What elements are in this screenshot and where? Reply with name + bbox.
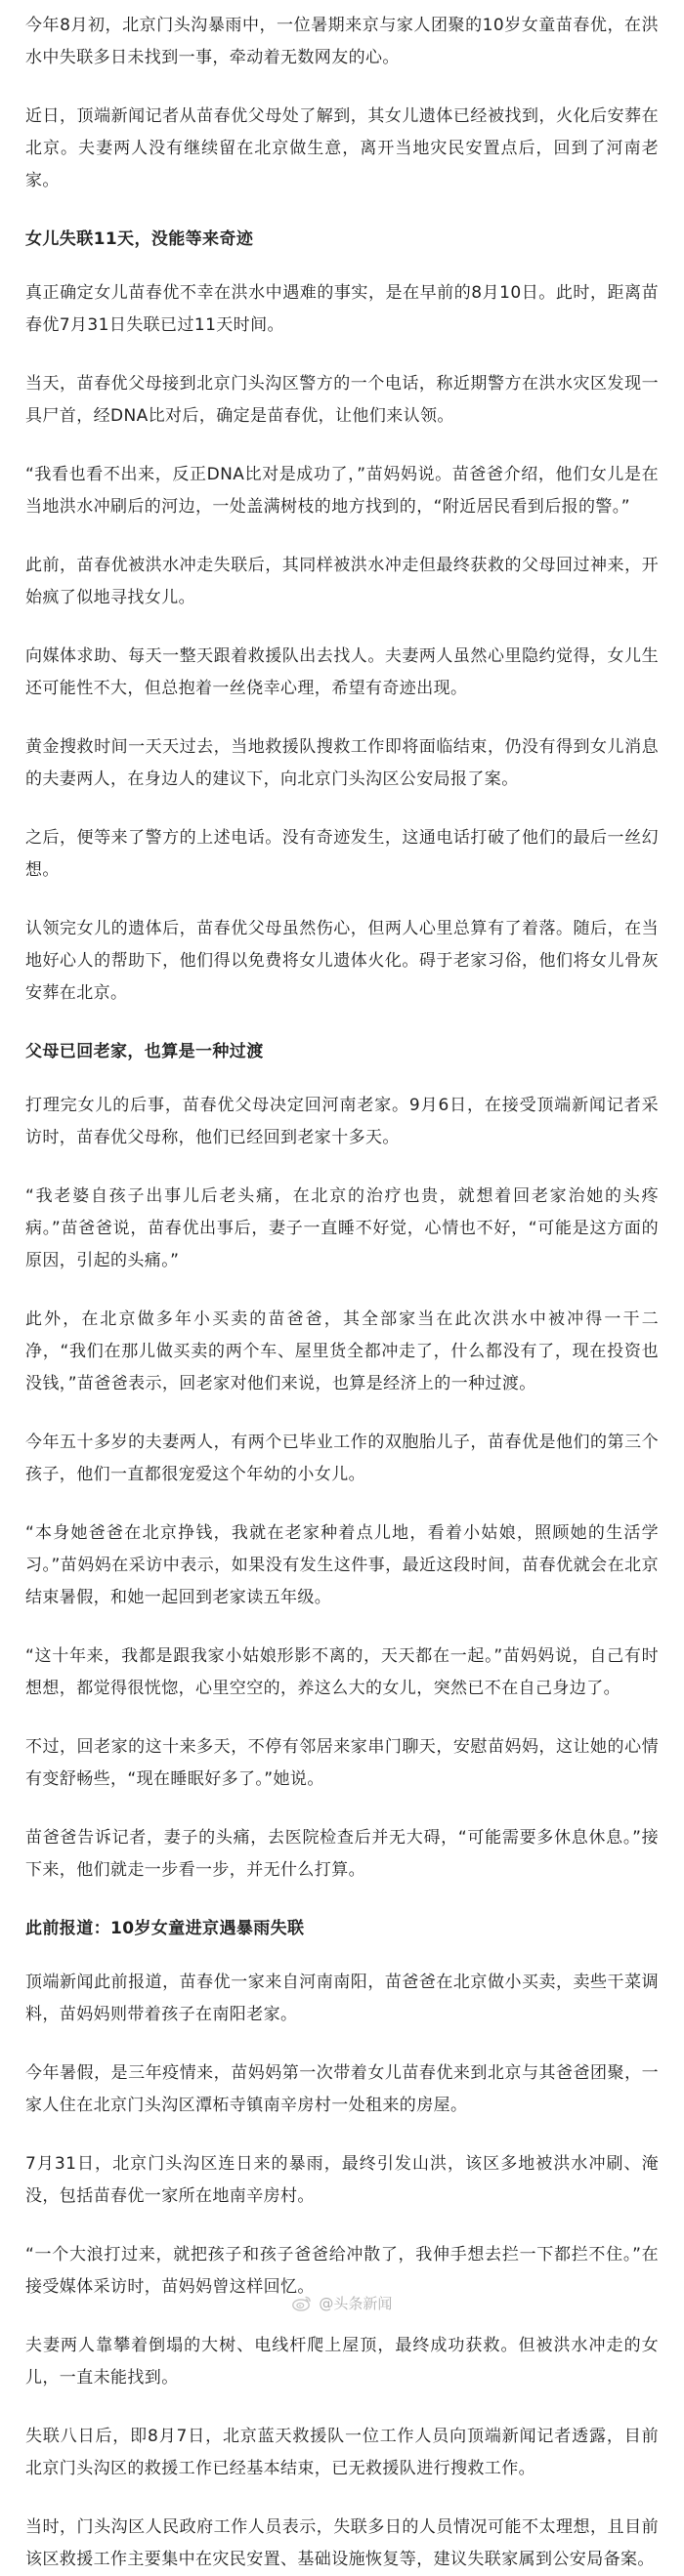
paragraph: “本身她爸爸在北京挣钱，我就在老家种着点儿地，看着小姑娘，照顾她的生活学习。”苗妈妈在采访中表示，如果没有发生这件事，最近这段时间，苗春优就会在北京结束暑假，和她一起回到老家读五年级。 bbox=[25, 1523, 659, 1607]
paragraph: “我老婆自孩子出事儿后老头痛，在北京的治疗也贵，就想着回老家治她的头疼病。”苗爸爸说，苗春优出事后，妻子一直睡不好觉，心情也不好，“可能是这方面的原因，引起的头痛。” bbox=[25, 1186, 659, 1270]
paragraph: 真正确定女儿苗春优不幸在洪水中遇难的事实，是在早前的8月10日。此时，距离苗春优7月31日失联已过11天时间。 bbox=[25, 283, 659, 335]
paragraph: 认领完女儿的遗体后，苗春优父母虽然伤心，但两人心里总算有了着落。随后，在当地好心人的帮助下，他们得以免费将女儿遗体火化。碍于老家习俗，他们将女儿骨灰安葬在北京。 bbox=[25, 919, 659, 1003]
paragraph: 今年8月初，北京门头沟暴雨中，一位暑期来京与家人团聚的10岁女童苗春优，在洪水中失联多日未找到一事，牵动着无数网友的心。 bbox=[25, 16, 659, 67]
weibo-logo-icon bbox=[292, 2295, 312, 2315]
paragraph: 失联八日后，即8月7日，北京蓝天救援队一位工作人员向顶端新闻记者透露，目前北京门头沟区的救援工作已经基本结束，已无救援队进行搜救工作。 bbox=[25, 2427, 659, 2478]
paragraph: 当时，门头沟区人民政府工作人员表示，失联多日的人员情况可能不太理想，且目前该区救援工作主要集中在灾民安置、基础设施恢复等，建议失联家属到公安局备案。 bbox=[25, 2517, 659, 2569]
paragraph: 向媒体求助、每天一整天跟着救援队出去找人。夫妻两人虽然心里隐约觉得，女儿生还可能性不大，但总抱着一丝侥幸心理，希望有奇迹出现。 bbox=[25, 646, 659, 698]
paragraph: 苗爸爸告诉记者，妻子的头痛，去医院检查后并无大碍，“可能需要多休息休息。”接下来，他们就走一步看一步，并无什么打算。 bbox=[25, 1828, 659, 1880]
paragraph: 今年五十多岁的夫妻两人，有两个已毕业工作的双胞胎儿子，苗春优是他们的第三个孩子，他们一直都很宠爱这个年幼的小女儿。 bbox=[25, 1433, 659, 1484]
paragraph: 不过，回老家的这十来多天，不停有邻居来家串门聊天，安慰苗妈妈，这让她的心情有变舒畅些，“现在睡眠好多了。”她说。 bbox=[25, 1737, 659, 1789]
section-heading: 此前报道：10岁女童进京遇暴雨失联 bbox=[25, 1919, 305, 1938]
paragraph: 打理完女儿的后事，苗春优父母决定回河南老家。9月6日，在接受顶端新闻记者采访时，苗春优父母称，他们已经回到老家十多天。 bbox=[25, 1096, 659, 1147]
paragraph: 此外，在北京做多年小买卖的苗爸爸，其全部家当在此次洪水中被冲得一干二净，“我们在那儿做买卖的两个车、屋里货全都冲走了，什么都没有了，现在投资也没钱，”苗爸爸表示，回老家对他们来说，也算是经济上的一种过渡。 bbox=[25, 1309, 659, 1393]
watermark-text: @头条新闻 bbox=[319, 2295, 393, 2312]
watermark bbox=[0, 2293, 684, 2315]
paragraph: 近日，顶端新闻记者从苗春优父母处了解到，其女儿遗体已经被找到，火化后安葬在北京。夫妻两人没有继续留在北京做生意，离开当地灾民安置点后，回到了河南老家。 bbox=[25, 106, 659, 190]
section-heading: 女儿失联11天，没能等来奇迹 bbox=[25, 229, 254, 249]
paragraph: 7月31日，北京门头沟区连日来的暴雨，最终引发山洪，该区多地被洪水冲刷、淹没，包括苗春优一家所在地南辛房村。 bbox=[25, 2154, 659, 2206]
paragraph: 之后，便等来了警方的上述电话。没有奇迹发生，这通电话打破了他们的最后一丝幻想。 bbox=[25, 828, 659, 880]
paragraph: 夫妻两人靠攀着倒塌的大树、电线杆爬上屋顶，最终成功获救。但被洪水冲走的女儿，一直未能找到。 bbox=[25, 2336, 659, 2388]
paragraph: “我看也看不出来，反正DNA比对是成功了，”苗妈妈说。苗爸爸介绍，他们女儿是在当地洪水冲刷后的河边，一处盖满树枝的地方找到的，“附近居民看到后报的警。” bbox=[25, 465, 659, 517]
paragraph: “一个大浪打过来，就把孩子和孩子爸爸给冲散了，我伸手想去拦一下都拦不住。”在接受媒体采访时，苗妈妈曾这样回忆。 bbox=[25, 2245, 659, 2297]
section-heading: 父母已回老家，也算是一种过渡 bbox=[25, 1042, 264, 1061]
paragraph: 顶端新闻此前报道，苗春优一家来自河南南阳，苗爸爸在北京做小买卖，卖些干菜调料，苗妈妈则带着孩子在南阳老家。 bbox=[25, 1973, 659, 2024]
paragraph: 当天，苗春优父母接到北京门头沟区警方的一个电话，称近期警方在洪水灾区发现一具尸首，经DNA比对后，确定是苗春优，让他们来认领。 bbox=[25, 374, 659, 426]
paragraph: 此前，苗春优被洪水冲走失联后，其同样被洪水冲走但最终获救的父母回过神来，开始疯了似地寻找女儿。 bbox=[25, 556, 659, 607]
paragraph: “这十年来，我都是跟我家小姑娘形影不离的，天天都在一起。”苗妈妈说，自己有时想想，都觉得很恍惚，心里空空的，养这么大的女儿，突然已不在自己身边了。 bbox=[25, 1646, 659, 1698]
paragraph: 黄金搜救时间一天天过去，当地救援队搜救工作即将面临结束，仍没有得到女儿消息的夫妻两人，在身边人的建议下，向北京门头沟区公安局报了案。 bbox=[25, 737, 659, 789]
paragraph: 今年暑假，是三年疫情来，苗妈妈第一次带着女儿苗春优来到北京与其爸爸团聚，一家人住在北京门头沟区潭柘寺镇南辛房村一处租来的房屋。 bbox=[25, 2063, 659, 2115]
